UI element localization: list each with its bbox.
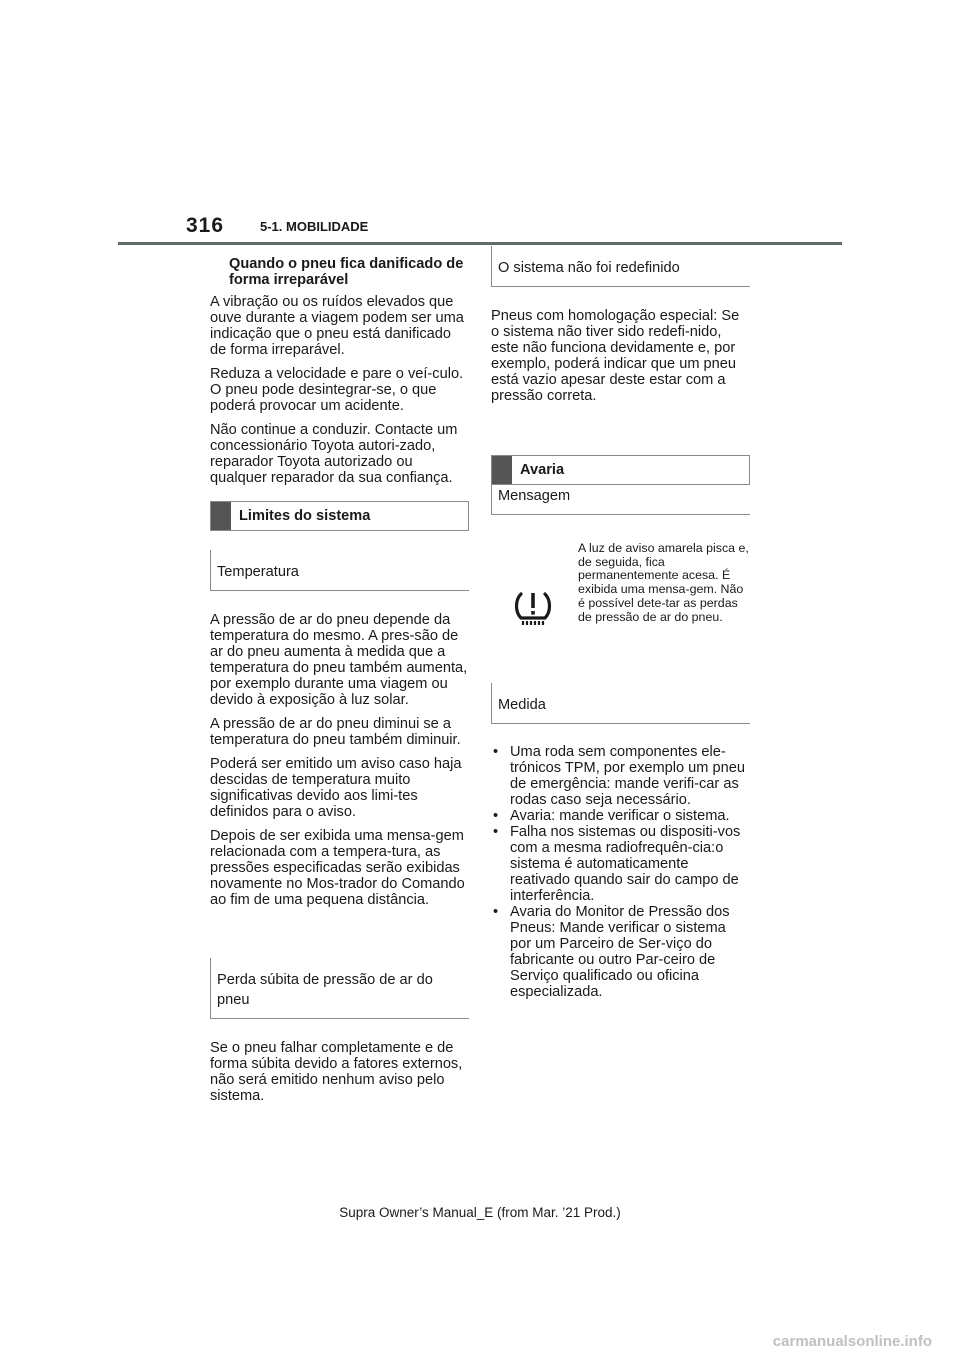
paragraph: A pressão de ar do pneu depende da temperatura do mesmo. A pres-são de ar do pneu aumenta à medida que a temperatura do pneu também aumenta, por exemplo durante uma viagem ou devido à exposição à luz solar.: [210, 612, 468, 708]
left-column: [210, 256, 468, 494]
section-title: 5-1. MOBILIDADE: [260, 219, 369, 234]
heading-temperature: [210, 550, 469, 591]
paragraph: Reduza a velocidade e pare o veí-culo. O pneu pode desintegrar-se, o que poderá provocar um acidente.: [210, 366, 464, 414]
heading-sudden-loss: [210, 958, 469, 1019]
paragraph: Pneus com homologação especial: Se o sistema não tiver sido redefi-nido, este não funciona devidamente e, por exemplo, poderá indicar que um pneu está vazio apesar deste estar com a pressão correta.: [491, 308, 740, 404]
list-item: • Avaria do Monitor de Pressão dos Pneus: Mande verificar o sistema por um Parceiro de Ser-viço do fabricante ou outro Par-ceiro de Serviço qualificado ou oficina especializada.: [491, 904, 749, 1000]
heading-bar: [211, 502, 231, 530]
not-reset-section: [491, 308, 749, 412]
box-heading-label: Avaria: [520, 462, 565, 478]
header-rule: [118, 242, 842, 245]
subheading-irreparable: Quando o pneu fica danificado de forma irreparável: [229, 256, 464, 288]
box-heading-label: Limites do sistema: [239, 508, 371, 524]
heading-label: Mensagem: [498, 488, 571, 504]
measure-list: [491, 744, 749, 1000]
paragraph: Se o pneu falhar completamente e de forma súbita devido a fatores externos, não será emitido nenhum aviso pelo sistema.: [210, 1040, 463, 1104]
heading-label: Temperatura: [217, 564, 299, 580]
footer-text: Supra Owner’s Manual_E (from Mar. ’21 Prod.): [339, 1205, 621, 1220]
list-item: • Uma roda sem componentes ele-trónicos TPM, por exemplo um pneu de emergência: mande verifi-car as rodas caso seja necessário.: [491, 744, 749, 808]
paragraph: A pressão de ar do pneu diminui se a temperatura do pneu também diminuir.: [210, 716, 461, 748]
message-text: A luz de aviso amarela pisca e, de seguida, fica permanentemente acesa. É exibida uma mensa-gem. Não é possível dete-tar as perdas de pressão de ar do pneu.: [578, 541, 749, 624]
paragraph: Depois de ser exibida uma mensa-gem relacionada com a tempera-tura, as pressões especificadas serão exibidas novamente no Mos-trador do Comando ao fim de uma pequena distância.: [210, 828, 465, 908]
page-number: 316: [186, 214, 225, 237]
paragraph: Não continue a conduzir. Contacte um concessionário Toyota autori-zado, reparador Toyota autorizado ou qualquer reparador da sua confiança.: [210, 422, 458, 486]
box-heading-limits: [210, 501, 469, 531]
measure-section: [491, 744, 749, 1000]
sudden-loss-section: [210, 1040, 468, 1112]
heading-label: Perda súbita de pressão de ar do pneu: [217, 972, 433, 1008]
list-item: • Avaria: mande verificar o sistema.: [491, 808, 749, 824]
tire-pressure-warning-icon: [513, 588, 553, 628]
paragraph: A vibração ou os ruídos elevados que ouve durante a viagem podem ser uma indicação que o pneu está danificado de forma irreparável.: [210, 294, 464, 358]
temperature-section: [210, 612, 468, 916]
paragraph: Poderá ser emitido um aviso caso haja descidas de temperatura muito significativas devido aos limi-tes definidos para o aviso.: [210, 756, 462, 820]
heading-not-reset: [491, 246, 750, 287]
heading-label: O sistema não foi redefinido: [498, 260, 680, 276]
heading-measure: [491, 683, 750, 724]
heading-message: [491, 474, 750, 515]
heading-label: Medida: [498, 697, 546, 713]
list-item: • Falha nos sistemas ou dispositi-vos com a mesma radiofrequên-cia:o sistema é automaticamente reativado quando sair do campo de interferência.: [491, 824, 749, 904]
watermark: carmanualsonline.info: [772, 1333, 932, 1350]
